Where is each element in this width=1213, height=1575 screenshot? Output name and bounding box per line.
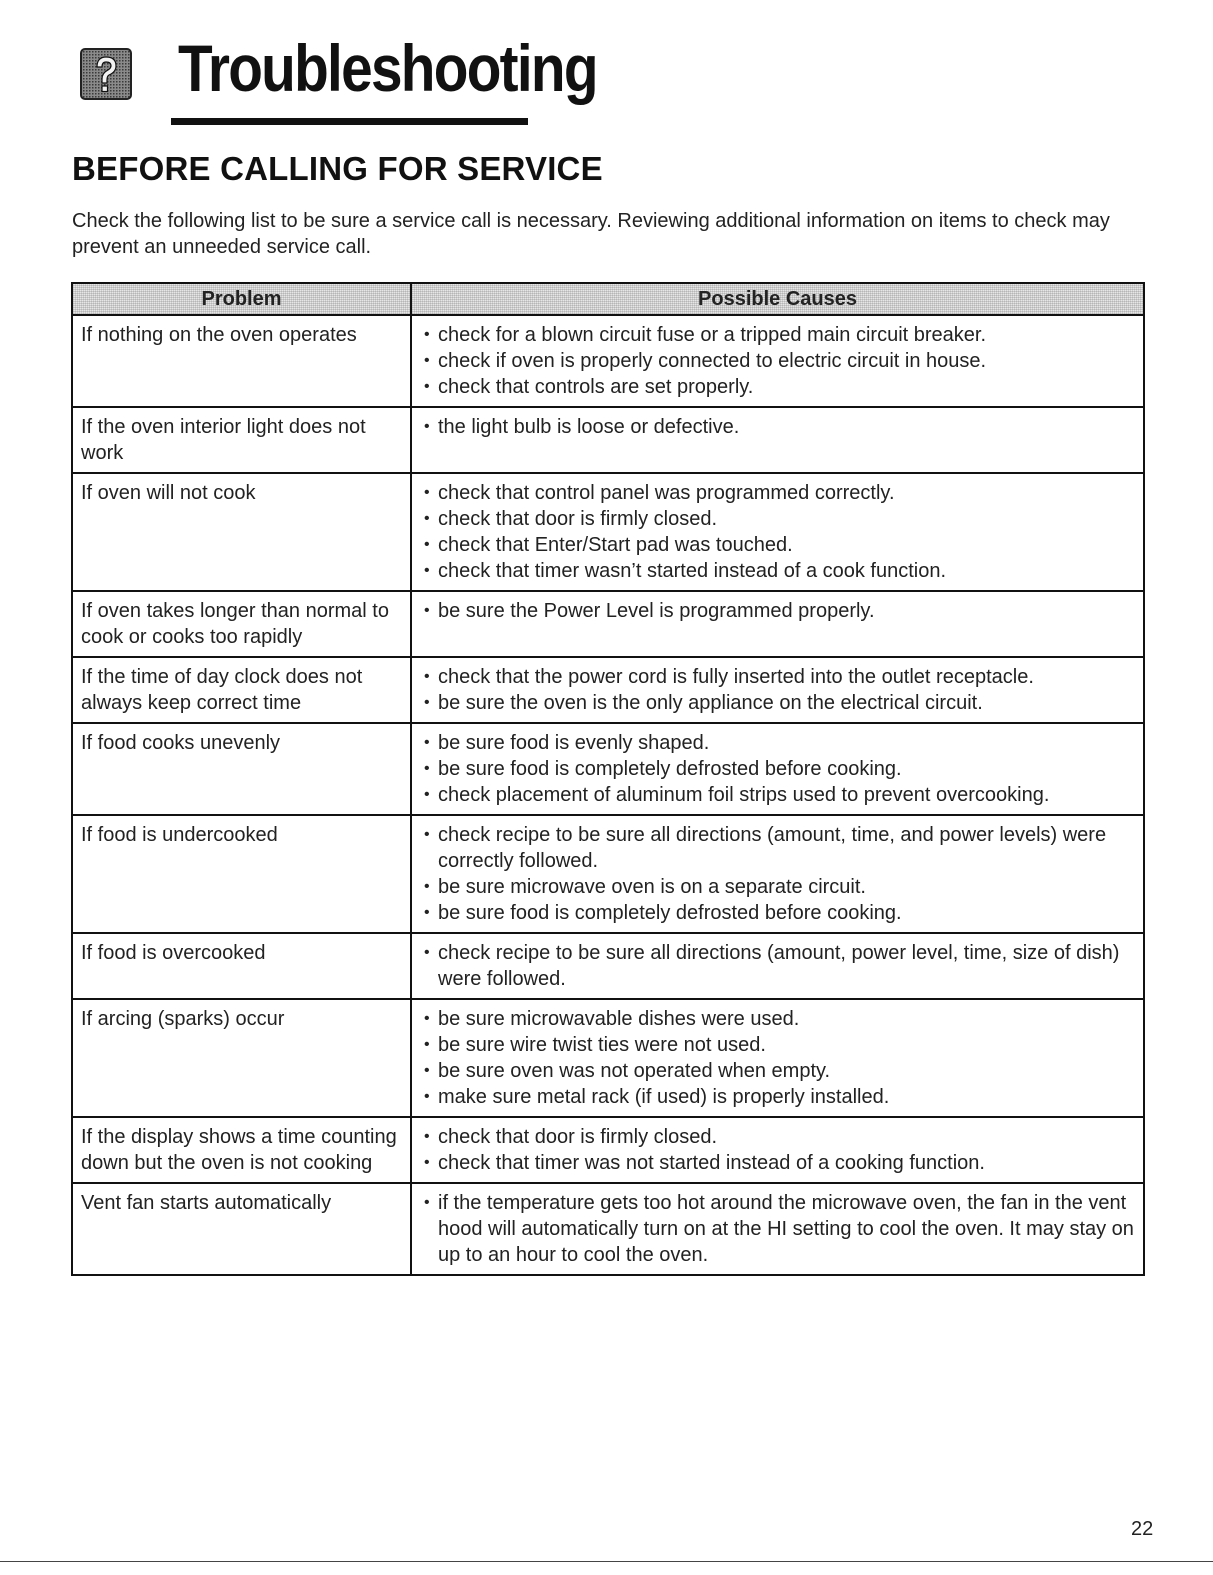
problem-cell: If the time of day clock does not always keep correct time (72, 657, 411, 723)
causes-cell (411, 933, 1144, 999)
causes-cell (411, 591, 1144, 657)
cause-item: • be sure food is completely defrosted before cooking. (420, 900, 1137, 926)
causes-list (420, 598, 1137, 624)
title-underline (171, 118, 528, 125)
cause-item: • be sure wire twist ties were not used. (420, 1032, 1137, 1058)
cause-item: • check that control panel was programmed correctly. (420, 480, 1137, 506)
table-row (72, 657, 1144, 723)
cause-item: • be sure food is completely defrosted before cooking. (420, 756, 1137, 782)
cause-item: • check that door is firmly closed. (420, 506, 1137, 532)
cause-item: • check placement of aluminum foil strips used to prevent overcooking. (420, 782, 1137, 808)
cause-item: • check that Enter/Start pad was touched. (420, 532, 1137, 558)
table-row (72, 1183, 1144, 1275)
causes-cell (411, 473, 1144, 591)
problem-cell: If oven takes longer than normal to cook or cooks too rapidly (72, 591, 411, 657)
cause-item: • make sure metal rack (if used) is properly installed. (420, 1084, 1137, 1110)
table-row (72, 723, 1144, 815)
table-row (72, 1117, 1144, 1183)
causes-cell (411, 1183, 1144, 1275)
problem-cell: If food is overcooked (72, 933, 411, 999)
causes-list (420, 480, 1137, 584)
table-header-row (72, 283, 1144, 315)
causes-list (420, 730, 1137, 808)
cause-item: • the light bulb is loose or defective. (420, 414, 1137, 440)
page-title: Troubleshooting (178, 31, 597, 105)
cause-item: • be sure microwave oven is on a separate circuit. (420, 874, 1137, 900)
problem-cell: If food cooks unevenly (72, 723, 411, 815)
problem-cell: Vent fan starts automatically (72, 1183, 411, 1275)
cause-item: • check that timer was not started instead of a cooking function. (420, 1150, 1137, 1176)
problem-cell: If the display shows a time counting down but the oven is not cooking (72, 1117, 411, 1183)
table-row (72, 591, 1144, 657)
problem-cell: If the oven interior light does not work (72, 407, 411, 473)
causes-cell (411, 657, 1144, 723)
causes-cell (411, 999, 1144, 1117)
troubleshooting-table (71, 282, 1145, 1276)
causes-cell (411, 315, 1144, 407)
causes-list (420, 414, 1137, 440)
table-row (72, 933, 1144, 999)
table-row (72, 407, 1144, 473)
table-row (72, 999, 1144, 1117)
cause-item: • if the temperature gets too hot around the microwave oven, the fan in the vent hood will automatically turn on at the HI setting to cool the oven. It may stay on up to an hour to cool the oven. (420, 1190, 1137, 1268)
problem-cell: If oven will not cook (72, 473, 411, 591)
cause-item: • check that door is firmly closed. (420, 1124, 1137, 1150)
causes-cell (411, 815, 1144, 933)
bottom-rule (0, 1561, 1213, 1562)
problem-cell: If food is undercooked (72, 815, 411, 933)
intro-paragraph: Check the following list to be sure a service call is necessary. Reviewing additional information on items to check may prevent an unneeded service call. (72, 210, 1110, 258)
cause-item: • be sure oven was not operated when empty. (420, 1058, 1137, 1084)
cause-item: • check recipe to be sure all directions (amount, power level, time, size of dish) were followed. (420, 940, 1137, 992)
cause-item: • be sure microwavable dishes were used. (420, 1006, 1137, 1032)
causes-list (420, 322, 1137, 400)
causes-list (420, 1006, 1137, 1110)
section-heading: BEFORE CALLING FOR SERVICE (72, 150, 603, 187)
cause-item: • check if oven is properly connected to electric circuit in house. (420, 348, 1137, 374)
cause-item: • be sure food is evenly shaped. (420, 730, 1137, 756)
causes-list (420, 940, 1137, 992)
cause-item: • be sure the oven is the only appliance on the electrical circuit. (420, 690, 1137, 716)
cause-item: • check recipe to be sure all directions (amount, time, and power levels) were correctly followed. (420, 822, 1137, 874)
causes-list (420, 664, 1137, 716)
causes-cell (411, 723, 1144, 815)
cause-item: • be sure the Power Level is programmed properly. (420, 598, 1137, 624)
cause-item: • check that the power cord is fully inserted into the outlet receptacle. (420, 664, 1137, 690)
causes-list (420, 822, 1137, 926)
problem-cell: If nothing on the oven operates (72, 315, 411, 407)
causes-list (420, 1124, 1137, 1176)
cause-item: • check for a blown circuit fuse or a tripped main circuit breaker. (420, 322, 1137, 348)
page-number: 22 (1131, 1518, 1154, 1540)
table-row (72, 815, 1144, 933)
causes-list (420, 1190, 1137, 1268)
table-row (72, 315, 1144, 407)
table-row (72, 473, 1144, 591)
question-mark-icon (80, 48, 132, 100)
column-header-problem: Problem (72, 283, 411, 315)
cause-item: • check that controls are set properly. (420, 374, 1137, 400)
column-header-causes: Possible Causes (411, 283, 1144, 315)
causes-cell (411, 1117, 1144, 1183)
problem-cell: If arcing (sparks) occur (72, 999, 411, 1117)
table-body (72, 315, 1144, 1275)
cause-item: • check that timer wasn’t started instead of a cook function. (420, 558, 1137, 584)
causes-cell (411, 407, 1144, 473)
